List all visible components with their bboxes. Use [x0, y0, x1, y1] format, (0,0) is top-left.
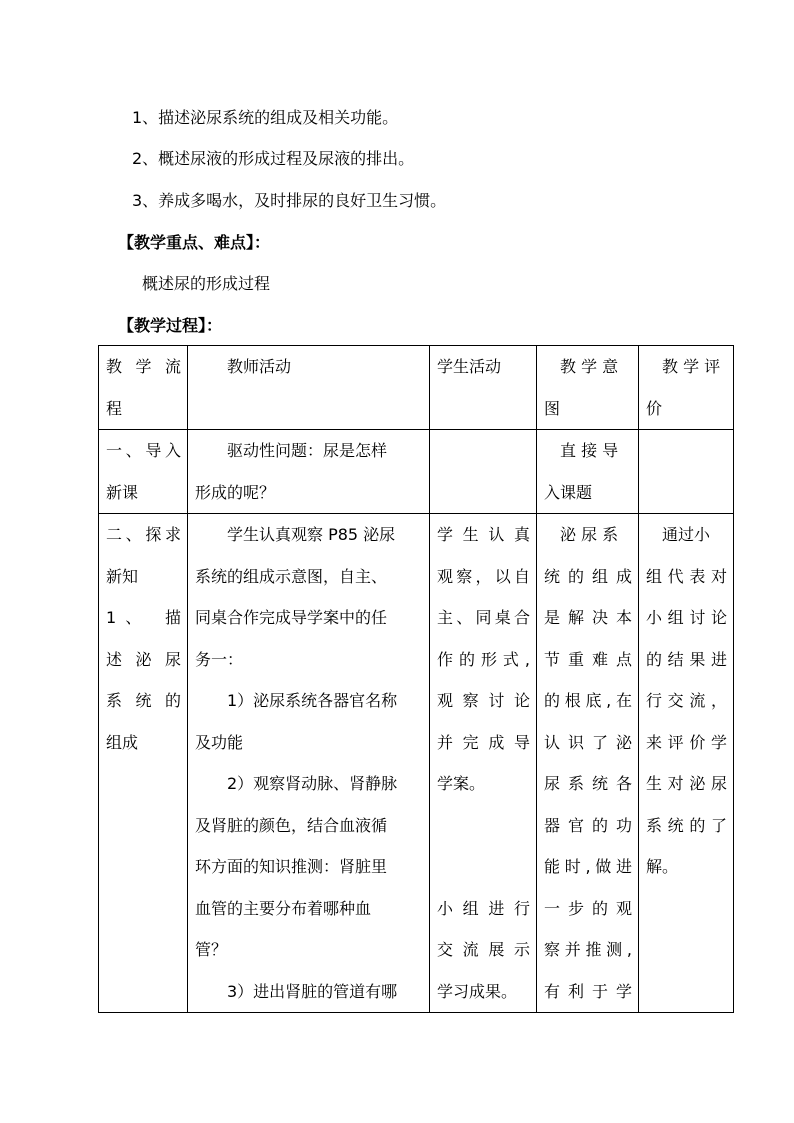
- header-teacher-cell: [188, 346, 430, 430]
- header-eval-line: 价: [646, 398, 663, 418]
- explore-intent-line: 的根底,在: [544, 691, 632, 710]
- intro-flow-cell: [99, 430, 188, 514]
- explore-flow-line: 二、探求: [106, 525, 181, 544]
- header-intent-line: 教 学 意: [560, 357, 619, 376]
- explore-flow-line: 述 泌 尿: [106, 649, 181, 669]
- intro-intent-cell: [537, 430, 639, 514]
- explore-intent-line: 器 官 的 功: [544, 815, 632, 835]
- explore-intent-line: 是 解 决 本: [544, 608, 632, 627]
- explore-flow-line: 新知: [106, 566, 139, 586]
- explore-eval-line: 系统的了: [646, 815, 727, 835]
- key-points-text: 概述尿的形成过程: [142, 274, 271, 293]
- header-intent-cell: [537, 346, 639, 430]
- explore-student-line: 并 完 成 导: [437, 732, 530, 752]
- explore-student-line: 学 生 认 真: [437, 525, 530, 544]
- header-eval-line: 教 学 评: [662, 357, 721, 376]
- explore-intent-line: 一步的观: [544, 898, 632, 918]
- explore-teacher-line: 同桌合作完成导学案中的任: [195, 608, 388, 627]
- explore-teacher-cell: [188, 514, 430, 1013]
- explore-student-line: 小 组 进 行: [437, 898, 530, 918]
- explore-teacher-line: 3）进出肾脏的管道有哪: [227, 981, 398, 1001]
- explore-teacher-line: 学生认真观察 P85 泌尿: [227, 525, 396, 544]
- explore-intent-line: 统的组成: [544, 566, 632, 586]
- explore-intent-line: 察并推测,: [544, 940, 632, 959]
- explore-student-cell: [430, 514, 537, 1013]
- explore-intent-line: 泌 尿 系: [560, 525, 619, 544]
- table-row-intro: [99, 430, 734, 514]
- header-teacher-label: 教师活动: [227, 357, 292, 376]
- key-points-heading: 【教学重点、难点】：: [118, 233, 271, 252]
- explore-flow-cell: [99, 514, 188, 1013]
- explore-eval-line: 解。: [646, 857, 679, 876]
- explore-teacher-line: 系统的组成示意图，自主、: [195, 566, 388, 586]
- lesson-process-table: [98, 345, 734, 1013]
- explore-student-line: 学习成果。: [437, 981, 518, 1001]
- explore-teacher-line: 及功能: [195, 732, 244, 752]
- explore-intent-line: 有 利 于 学: [544, 981, 632, 1001]
- process-heading: 【教学过程】：: [118, 316, 223, 335]
- explore-flow-line: 组成: [106, 732, 139, 752]
- intro-flow-line: 新课: [106, 482, 139, 502]
- spacer: [437, 805, 530, 888]
- intro-teacher-line: 形成的呢？: [195, 482, 276, 502]
- explore-student-line: 观 察 讨 论: [437, 691, 530, 710]
- explore-eval-line: 行交流，: [646, 691, 727, 710]
- header-student-label: 学生活动: [437, 357, 502, 376]
- intro-student-cell: [430, 430, 537, 514]
- explore-teacher-line: 血管的主要分布着哪种血: [195, 898, 372, 918]
- explore-student-line: 交 流 展 示: [437, 940, 530, 959]
- explore-flow-line: 系 统 的: [106, 691, 181, 710]
- explore-student-line: 观察，以自: [437, 566, 530, 586]
- intro-eval-cell: [639, 430, 734, 514]
- explore-student-line: 学案。: [437, 774, 486, 793]
- explore-teacher-line: 1）泌尿系统各器官名称: [227, 691, 398, 710]
- intro-teacher-cell: [188, 430, 430, 514]
- header-intent-line: 图: [544, 398, 561, 418]
- explore-intent-line: 尿 系 统 各: [544, 774, 632, 793]
- explore-eval-line: 生对泌尿: [646, 774, 727, 793]
- explore-eval-line: 组代表对: [646, 566, 727, 586]
- explore-flow-line: 1、 描: [106, 608, 181, 627]
- explore-eval-line: 来评价学: [646, 732, 727, 752]
- objective-1: 1、描述泌尿系统的组成及相关功能。: [132, 108, 399, 127]
- header-flow-cell: [99, 346, 188, 430]
- intro-intent-line: 直 接 导: [560, 441, 619, 460]
- explore-teacher-line: 2）观察肾动脉、肾静脉: [227, 774, 398, 793]
- explore-teacher-line: 务一：: [195, 649, 244, 669]
- explore-intent-cell: [537, 514, 639, 1013]
- explore-student-line: 作的形式,: [437, 649, 530, 669]
- explore-eval-line: 的结果进: [646, 649, 727, 669]
- explore-eval-line: 小组讨论: [646, 608, 727, 627]
- header-eval-cell: [639, 346, 734, 430]
- table-row-explore: [99, 514, 734, 1013]
- header-student-cell: [430, 346, 537, 430]
- explore-intent-line: 能时,做进: [544, 857, 632, 876]
- explore-intent-line: 认识了泌: [544, 732, 632, 752]
- table-header-row: [99, 346, 734, 430]
- explore-intent-line: 节 重 难 点: [544, 649, 632, 669]
- objective-3: 3、养成多喝水，及时排尿的良好卫生习惯。: [132, 191, 447, 210]
- explore-teacher-line: 管？: [195, 940, 228, 959]
- explore-teacher-line: 环方面的知识推测：肾脏里: [195, 857, 388, 876]
- explore-eval-line: 通过小: [662, 525, 711, 544]
- header-flow-line: 程: [106, 398, 123, 418]
- header-flow-line: 教 学 流: [106, 357, 181, 376]
- intro-intent-line: 入课题: [544, 482, 593, 502]
- intro-flow-line: 一、导入: [106, 441, 181, 460]
- explore-teacher-line: 及肾脏的颜色，结合血液循: [195, 815, 388, 835]
- explore-student-line: 主、同桌合: [437, 608, 530, 627]
- explore-eval-cell: [639, 514, 734, 1013]
- objective-2: 2、概述尿液的形成过程及尿液的排出。: [132, 149, 415, 168]
- intro-teacher-line: 驱动性问题：尿是怎样: [227, 441, 388, 460]
